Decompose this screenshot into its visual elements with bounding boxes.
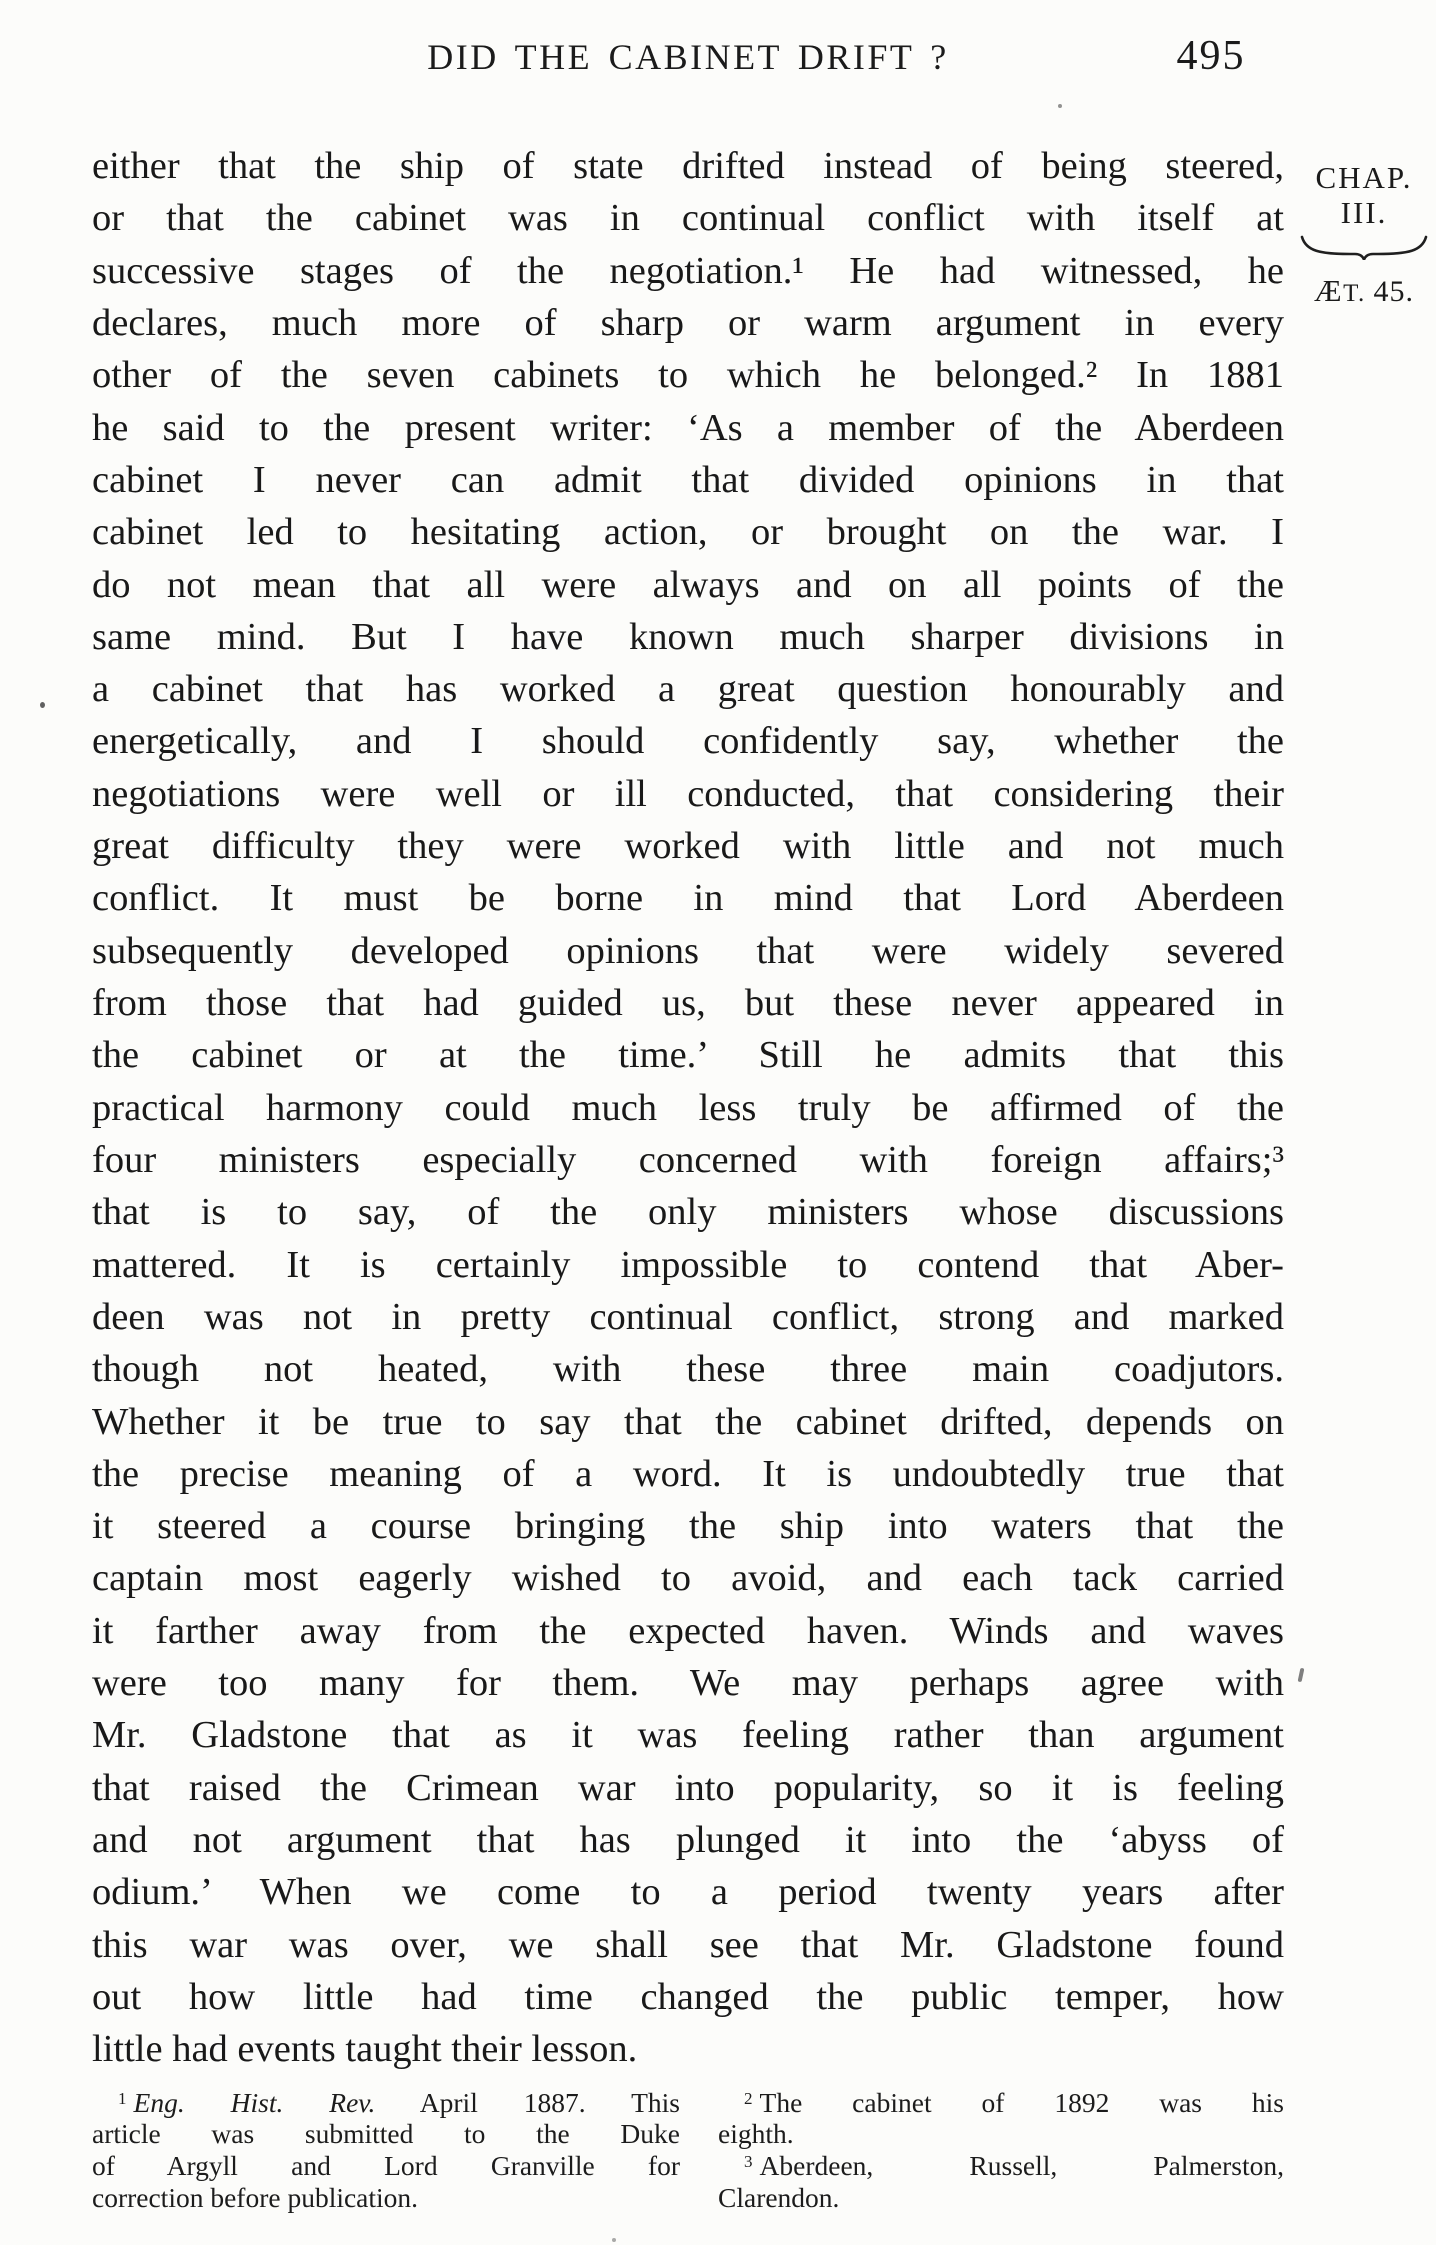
footnote-2-text: The cabinet of 1892 was his [759, 2086, 1284, 2118]
footnote-column-right [718, 2087, 1284, 2214]
footnote-column-left [92, 2087, 680, 2214]
body-line: and not argument that has plunged it into the ‘abyss of [92, 1819, 1284, 1861]
body-line: conflict. It must be borne in mind that Lord Aberdeen [92, 877, 1284, 920]
body-line: do not mean that all were always and on all points of the [92, 563, 1284, 606]
body-line: successive stages of the negotiation.¹ He had witnessed, he [92, 249, 1284, 292]
scan-speck [612, 2238, 616, 2242]
main-text-block [92, 140, 1284, 2214]
aetat-label: ÆT. [1314, 273, 1366, 308]
aetat-value: 45. [1373, 275, 1414, 308]
body-line: other of the seven cabinets to which he belonged.² In 1881 [92, 354, 1284, 397]
margin-note-chapter-numeral: III. [1340, 195, 1388, 230]
scan-stray-mark [1298, 1668, 1305, 1683]
footnote-2-line-2: eighth. [718, 2118, 794, 2150]
body-line: captain most eagerly wished to avoid, and each tack carried [92, 1557, 1284, 1600]
body-line: subsequently developed opinions that were widely severed [92, 929, 1284, 972]
margin-note [1294, 160, 1434, 309]
body-line: though not heated, with these three main coadjutors. [92, 1348, 1284, 1391]
body-line: cabinet I never can admit that divided opinions in that [92, 458, 1284, 501]
margin-note-chapter-abbr: CHAP. [1315, 160, 1413, 195]
body-line: out how little had time changed the public temper, how [92, 1975, 1284, 2018]
footnote-1-marker: 1 [118, 2088, 127, 2108]
body-line: that is to say, of the only ministers whose discussions [92, 1191, 1284, 1234]
footnote-1-source: Eng. Hist. Rev. [133, 2086, 376, 2118]
body-line: declares, much more of sharp or warm argument in every [92, 301, 1284, 344]
margin-note-aetat [1294, 273, 1434, 309]
body-line: either that the ship of state drifted instead of being steered, [92, 145, 1284, 187]
footnote-2-marker: 2 [744, 2088, 753, 2108]
body-line: it farther away from the expected haven. Winds and waves [92, 1609, 1284, 1652]
body-line: energetically, and I should confidently say, whether the [92, 720, 1284, 763]
body-line: deen was not in pretty continual conflict, strong and marked [92, 1295, 1284, 1338]
body-line: it steered a course bringing the ship into waters that the [92, 1505, 1284, 1548]
body-line: from those that had guided us, but these never appeared in [92, 982, 1284, 1024]
body-line: little had events taught their lesson. [92, 2028, 638, 2071]
body-line: Mr. Gladstone that as it was feeling rather than argument [92, 1714, 1284, 1757]
page-number: 495 [1176, 33, 1246, 79]
footnote-1-text: April 1887. This [419, 2086, 680, 2118]
body-line: mattered. It is certainly impossible to contend that Aber- [92, 1243, 1284, 1286]
body-line: cabinet led to hesitating action, or brought on the war. I [92, 511, 1284, 554]
body-line: four ministers especially concerned with foreign affairs;³ [92, 1138, 1284, 1181]
body-line: Whether it be true to say that the cabinet drifted, depends on [92, 1400, 1284, 1443]
footnote-3-line-1 [718, 2150, 1284, 2182]
running-head-title: DID THE CABINET DRIFT ? [427, 37, 949, 77]
footnote-1-line-3: of Argyll and Lord Granville for [92, 2150, 680, 2182]
body-line: practical harmony could much less truly be affirmed of the [92, 1086, 1284, 1129]
body-line: or that the cabinet was in continual conflict with itself at [92, 197, 1284, 240]
body-line: the precise meaning of a word. It is undoubtedly true that [92, 1452, 1284, 1495]
body-text [92, 140, 1284, 2076]
footnote-3-text: Aberdeen, Russell, Palmerston, [759, 2150, 1284, 2182]
body-line: that raised the Crimean war into popularity, so it is feeling [92, 1766, 1284, 1809]
footnotes [92, 2087, 1284, 2214]
body-line: negotiations were well or ill conducted, that considering their [92, 772, 1284, 815]
body-line: same mind. But I have known much sharper divisions in [92, 615, 1284, 658]
footnote-3-marker: 3 [744, 2152, 753, 2172]
body-line: the cabinet or at the time.’ Still he admits that this [92, 1034, 1284, 1077]
body-line: great difficulty they were worked with little and not much [92, 825, 1284, 868]
footnote-3-line-2: Clarendon. [718, 2181, 840, 2213]
footnote-1-line-1 [92, 2087, 680, 2119]
underbrace-icon [1294, 234, 1434, 260]
body-line: he said to the present writer: ‘As a member of the Aberdeen [92, 406, 1284, 449]
body-line: a cabinet that has worked a great question honourably and [92, 668, 1284, 711]
body-line: this war was over, we shall see that Mr. Gladstone found [92, 1923, 1284, 1966]
body-line: were too many for them. We may perhaps agree with [92, 1662, 1284, 1705]
footnote-2-line-1 [718, 2087, 1284, 2119]
scan-speck [40, 702, 45, 708]
body-line: odium.’ When we come to a period twenty years after [92, 1871, 1284, 1914]
footnote-1-line-4: correction before publication. [92, 2181, 419, 2213]
scan-speck [1058, 104, 1062, 108]
footnote-1-line-2: article was submitted to the Duke [92, 2118, 680, 2150]
